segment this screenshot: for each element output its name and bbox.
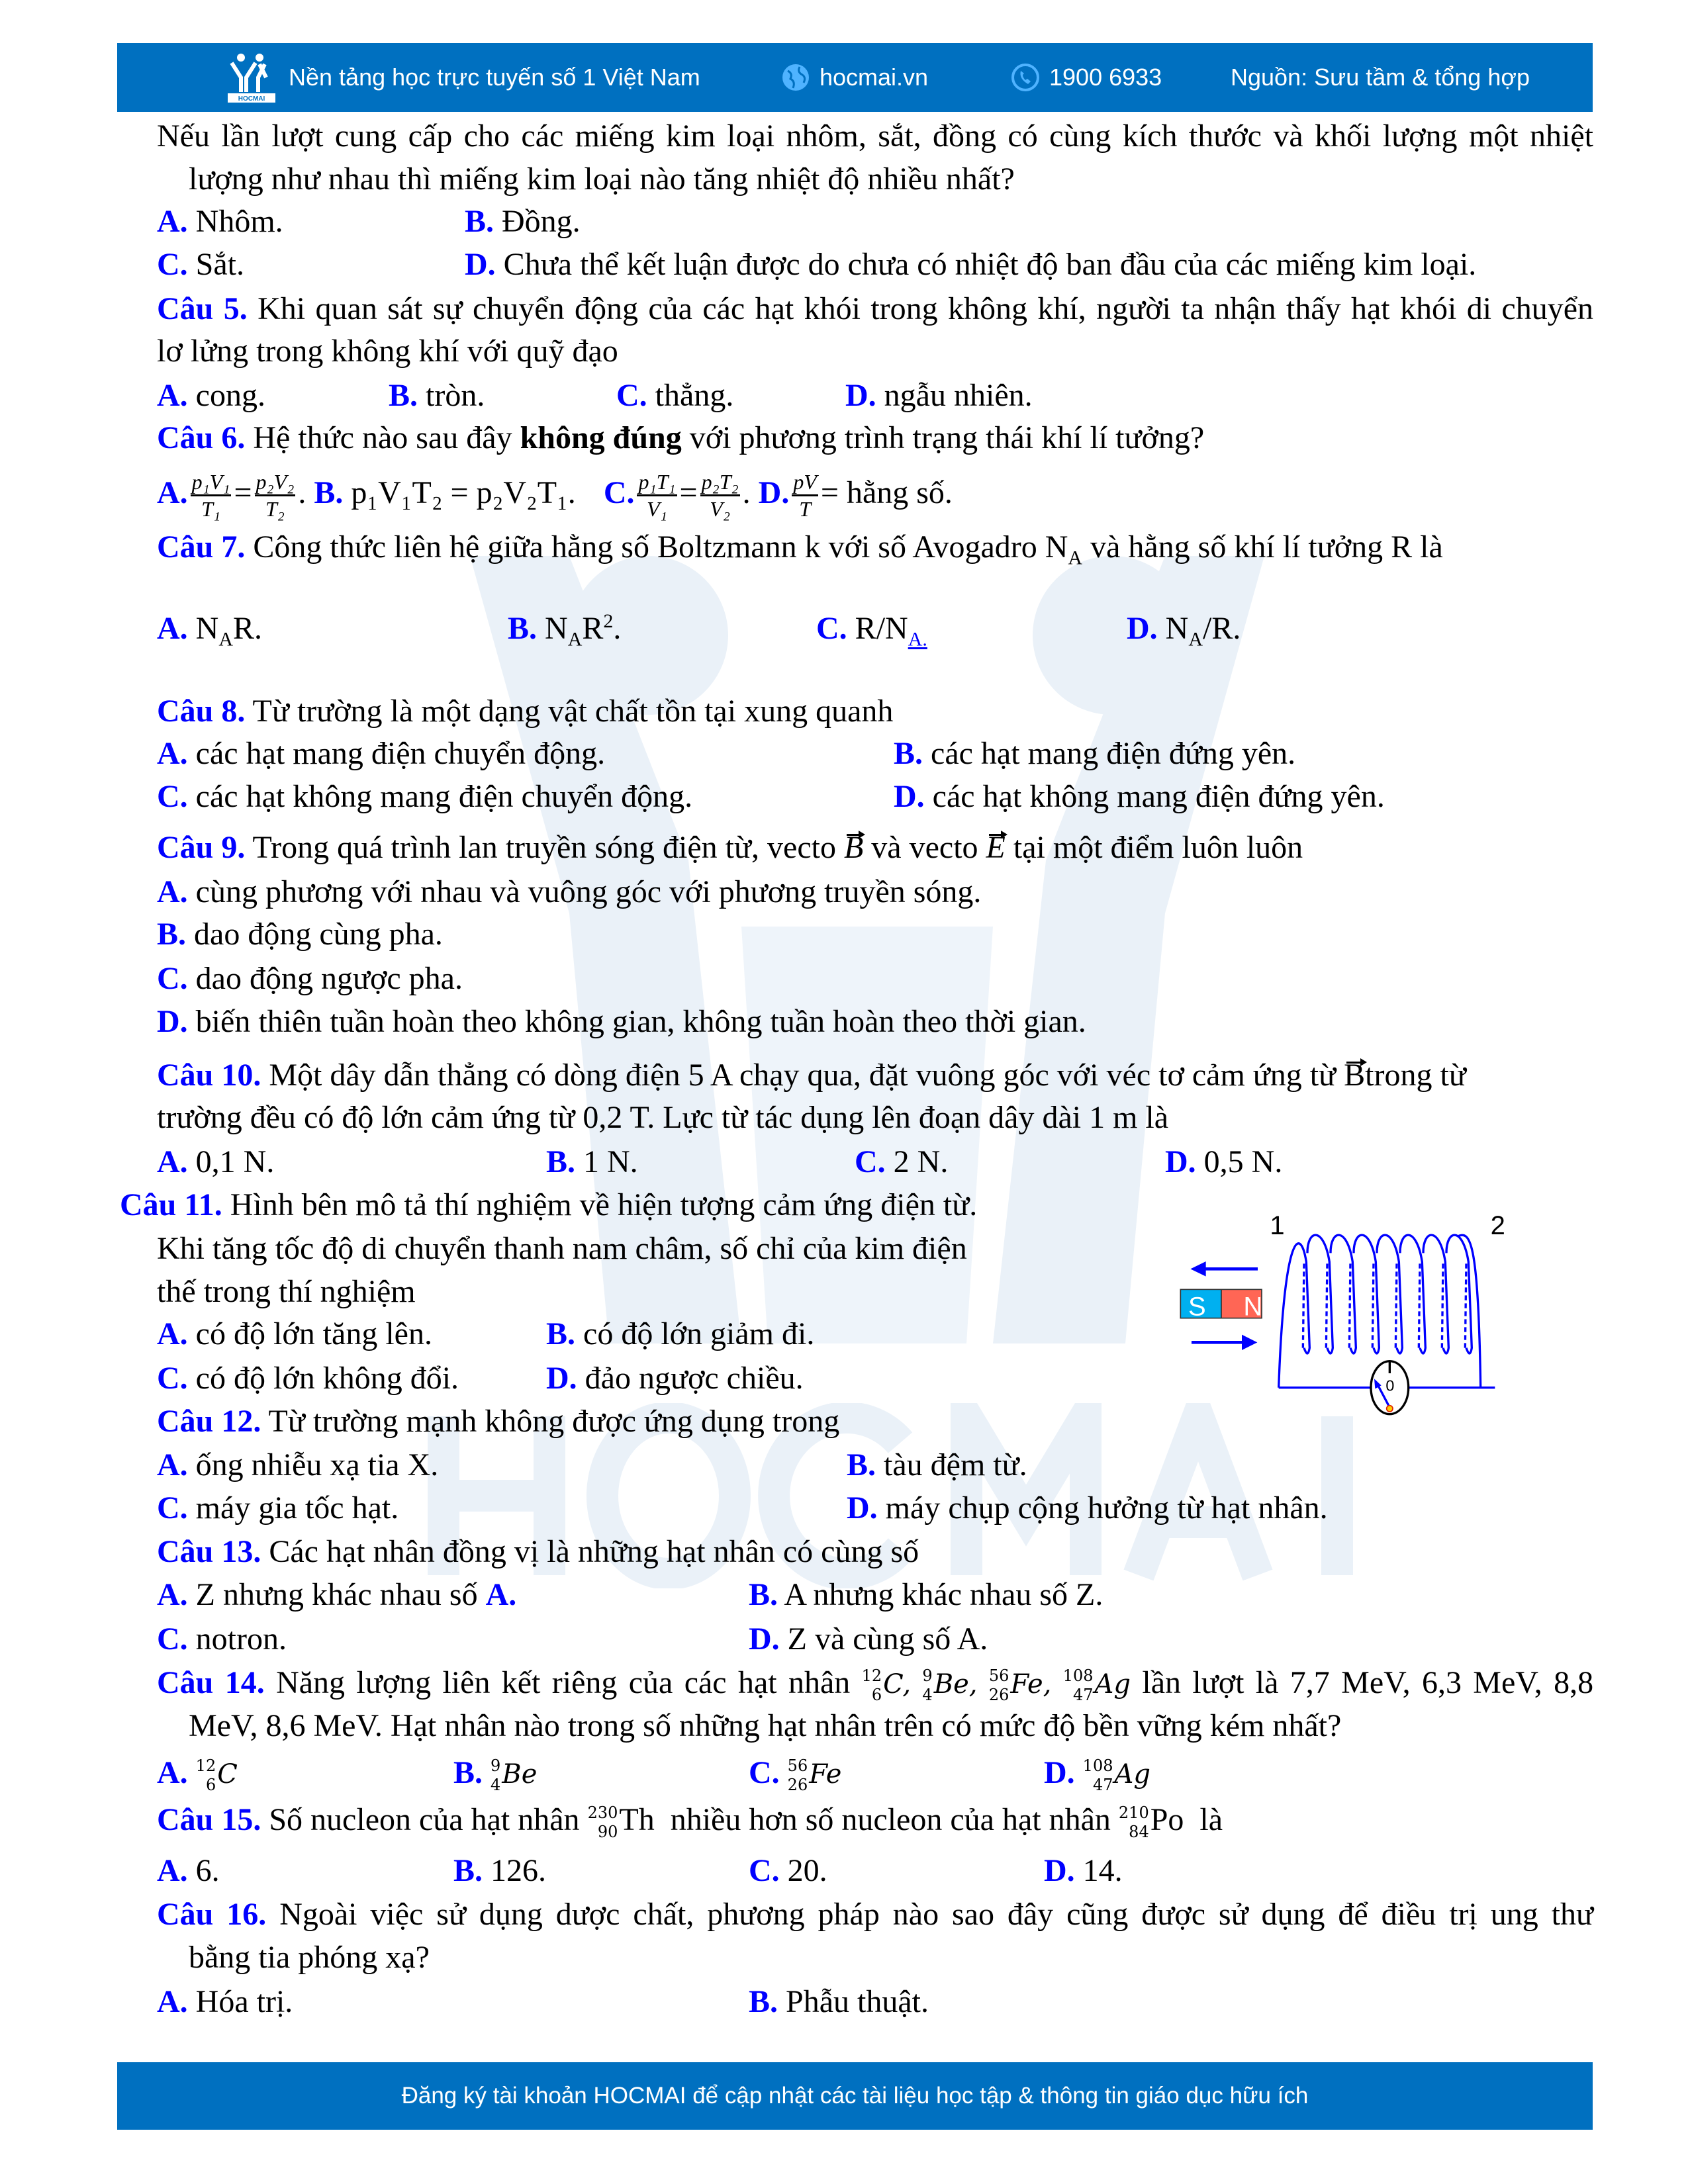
question-text: Khi quan sát sự chuyển động của các hạt khói trong không khí, người ta nhận thấy hạt khói di chuyển bbox=[258, 291, 1594, 326]
question-text: Công thức liên hệ giữa hằng số Boltzmann k với số Avogadro N bbox=[253, 529, 1068, 565]
globe-icon bbox=[781, 63, 810, 92]
question-text: Hệ thức nào sau đây bbox=[253, 420, 512, 455]
coil-turn bbox=[1400, 1235, 1425, 1353]
q7-option-a[interactable]: A. $N_AR$. bbox=[157, 611, 263, 651]
option-label: B. bbox=[389, 378, 418, 413]
header-brand[interactable] bbox=[226, 43, 700, 112]
option-text: thẳng. bbox=[655, 378, 734, 413]
coil-turn bbox=[1354, 1235, 1379, 1353]
question-text: với phương trình trạng thái khí lí tưởng? bbox=[689, 420, 1205, 455]
q9-option-d[interactable]: D. biến thiên tuần hoàn theo không gian, không tuần hoàn theo thời gian. bbox=[157, 1004, 1086, 1039]
question-number: Câu 12. bbox=[157, 1404, 261, 1439]
vector-b: B bbox=[1344, 1058, 1366, 1093]
q4-option-c[interactable] bbox=[157, 243, 244, 287]
induction-experiment-figure bbox=[1072, 1178, 1589, 1416]
fraction: $\frac{\text{p₂T₂}}{\text{V₂}}$ bbox=[701, 470, 739, 522]
question-text: Từ trường là một dạng vật chất tồn tại xung quanh bbox=[252, 694, 894, 729]
option-text: Nhôm. bbox=[195, 204, 283, 239]
q10-option-b[interactable]: B. 1 N. bbox=[546, 1144, 638, 1179]
q5-option-a[interactable] bbox=[157, 374, 265, 418]
q8-option-c[interactable]: C. các hạt không mang điện chuyển động. bbox=[157, 779, 693, 814]
q14-stem: Câu 14. Năng lượng liên kết riêng của các hạt nhân 12 6 C, 9 4 Be, 56 26 Fe, 108 47 Ag lần lượt là 7,7 MeV, 6,3 MeV, 8,8 bbox=[157, 1665, 1594, 1704]
q15-option-a[interactable]: A. 6. bbox=[157, 1853, 220, 1888]
header-source-text: Nguồn: Sưu tầm & tổng hợp bbox=[1231, 64, 1530, 91]
option-label: C. bbox=[616, 378, 647, 413]
option-label: C. bbox=[816, 611, 847, 646]
header-bar bbox=[117, 43, 1593, 112]
q8-option-d[interactable]: D. các hạt không mang điện đứng yên. bbox=[894, 779, 1385, 814]
hocmai-logo-icon bbox=[226, 51, 279, 104]
q11-option-a[interactable]: A. có độ lớn tăng lên. bbox=[157, 1316, 432, 1351]
q12-option-c[interactable]: C. máy gia tốc hạt. bbox=[157, 1490, 399, 1525]
q6-option-a[interactable]: A. $\frac{\text{p₁V₁}}{\text{T₁}}$ = $\frac{\text{p₂V₂}}{\text{T₂}}$ . bbox=[157, 470, 306, 522]
coil-turn-back bbox=[1419, 1262, 1420, 1348]
q15-option-b[interactable]: B. 126. bbox=[453, 1853, 547, 1888]
option-label: B. bbox=[465, 204, 494, 239]
question-text: và hằng số khí lí tưởng R là bbox=[1090, 529, 1443, 565]
q7-option-c[interactable]: C. $R/N_{A.}$ bbox=[816, 611, 927, 651]
coil-turn-back bbox=[1465, 1262, 1466, 1348]
question-number: Câu 15. bbox=[157, 1802, 261, 1837]
q4-line1: Nếu lần lượt cung cấp cho các miếng kim loại nhôm, sắt, đồng có cùng kích thước và khối lượng một nhiệt bbox=[157, 118, 1593, 154]
q16-option-a[interactable]: A. Hóa trị. bbox=[157, 1984, 293, 2019]
option-label: D. bbox=[845, 378, 876, 413]
coil-turn bbox=[1423, 1235, 1448, 1353]
q13-option-a[interactable]: A. Z nhưng khác nhau số A. bbox=[157, 1577, 517, 1612]
q16-option-b[interactable]: B. Phẫu thuật. bbox=[749, 1984, 929, 2019]
q14-option-c[interactable]: C. 56 26 Fe bbox=[749, 1755, 842, 1794]
magnet-north-label: N bbox=[1243, 1292, 1263, 1322]
q14-line2: MeV, 8,6 MeV. Hạt nhân nào trong số những hạt nhân trên có mức độ bền vững kém nhất? bbox=[189, 1708, 1342, 1743]
vector-e: E bbox=[986, 830, 1006, 865]
q6-option-b[interactable] bbox=[314, 475, 575, 510]
q9-option-c[interactable]: C. dao động ngược pha. bbox=[157, 961, 463, 996]
option-text: p₁V₁T₂ = p₂V₂T₁. bbox=[351, 475, 576, 510]
option-text: Đồng. bbox=[502, 204, 581, 239]
q12-option-d[interactable]: D. máy chụp cộng hưởng từ hạt nhân. bbox=[847, 1490, 1328, 1525]
coil-turn bbox=[1331, 1235, 1356, 1353]
footer-text: Đăng ký tài khoản HOCMAI để cập nhật các tài liệu học tập & thông tin giáo dục hữu ích bbox=[401, 2083, 1309, 2109]
q11-stem: Câu 11. Hình bên mô tả thí nghiệm về hiện tượng cảm ứng điện từ. bbox=[120, 1187, 978, 1222]
coil-end-1-label: 1 bbox=[1270, 1211, 1285, 1240]
galvanometer bbox=[1279, 1361, 1495, 1414]
question-number: Câu 6. bbox=[157, 420, 246, 455]
q4-line2: lượng như nhau thì miếng kim loại nào tăng nhiệt độ nhiều nhất? bbox=[189, 161, 1015, 197]
q11-line3: thế trong thí nghiệm bbox=[157, 1274, 416, 1309]
q5-option-d[interactable] bbox=[845, 374, 1033, 418]
coil-turn bbox=[1307, 1235, 1333, 1353]
header-phone[interactable] bbox=[1011, 43, 1162, 112]
q13-option-b[interactable]: B. A nhưng khác nhau số Z. bbox=[749, 1577, 1103, 1612]
question-number: Câu 14. bbox=[157, 1665, 265, 1700]
q11-option-b[interactable]: B. có độ lớn giảm đi. bbox=[546, 1316, 815, 1351]
q14-option-d[interactable]: D. 108 47 Ag bbox=[1044, 1755, 1150, 1794]
question-number: Câu 13. bbox=[157, 1534, 261, 1569]
arrow-left-icon bbox=[1190, 1261, 1258, 1277]
q8-option-b[interactable]: B. các hạt mang điện đứng yên. bbox=[894, 736, 1296, 771]
q10-option-d[interactable]: D. 0,5 N. bbox=[1165, 1144, 1283, 1179]
q4-option-d[interactable] bbox=[465, 243, 1476, 287]
q8-option-a[interactable]: A. các hạt mang điện chuyển động. bbox=[157, 736, 606, 771]
option-text: ngẫu nhiên. bbox=[884, 378, 1033, 413]
option-text: cong. bbox=[195, 378, 265, 413]
q9-option-b[interactable]: B. dao động cùng pha. bbox=[157, 917, 443, 952]
q5-option-b[interactable] bbox=[389, 374, 485, 418]
coil-turn-back bbox=[1372, 1262, 1374, 1348]
option-label: C. bbox=[157, 247, 188, 282]
option-label: A. bbox=[157, 611, 188, 646]
question-number: Câu 10. bbox=[157, 1058, 261, 1093]
q5-line1 bbox=[157, 287, 1593, 331]
option-label: A. bbox=[157, 204, 188, 239]
q9-stem: Câu 9. Trong quá trình lan truyền sóng điện từ, vecto B và vecto E tại một điểm luôn luôn bbox=[157, 830, 1303, 865]
fraction: $\frac{\text{p₁V₁}}{\text{T₁}}$ bbox=[191, 470, 230, 522]
q7-option-b[interactable]: B. $N_AR^2$. bbox=[508, 610, 622, 651]
header-website-link[interactable] bbox=[781, 43, 928, 112]
q16-line1: Câu 16. Ngoài việc sử dụng dược chất, phương pháp nào sao đây cũng được sử dụng để điều trị ung thư bbox=[157, 1897, 1594, 1932]
q7-stem bbox=[157, 525, 1443, 569]
q4-option-b[interactable] bbox=[465, 200, 581, 244]
fraction: $\frac{\text{p₁T₁}}{\text{V₁}}$ bbox=[638, 470, 676, 522]
coil-turn bbox=[1377, 1235, 1402, 1353]
option-label: D. bbox=[758, 475, 790, 510]
q5-line2: lơ lửng trong không khí với quỹ đạo bbox=[157, 334, 618, 369]
fraction: $\frac{\text{p₂V₂}}{\text{T₂}}$ bbox=[256, 470, 295, 522]
q11-option-d[interactable]: D. đảo ngược chiều. bbox=[546, 1361, 804, 1396]
magnet-south-label: S bbox=[1188, 1292, 1206, 1322]
question-number: Câu 16. bbox=[157, 1897, 267, 1932]
q10-option-a[interactable]: A. 0,1 N. bbox=[157, 1144, 275, 1179]
question-emphasis: không đúng bbox=[520, 420, 682, 455]
q15-option-d[interactable]: D. 14. bbox=[1044, 1853, 1123, 1888]
header-website: hocmai.vn bbox=[820, 64, 929, 91]
svg-text:HOCMAI: HOCMAI bbox=[238, 95, 265, 103]
option-label: C. bbox=[603, 475, 635, 510]
question-number: Câu 8. bbox=[157, 694, 246, 729]
coil-turn bbox=[1446, 1235, 1481, 1388]
question-number: Câu 5. bbox=[157, 291, 248, 326]
q12-stem: Câu 12. Từ trường mạnh không được ứng dụng trong bbox=[157, 1404, 840, 1439]
option-text: Chưa thể kết luận được do chưa có nhiệt độ ban đầu của các miếng kim loại. bbox=[503, 247, 1477, 282]
q11-option-c[interactable]: C. có độ lớn không đổi. bbox=[157, 1361, 459, 1396]
option-text: tròn. bbox=[426, 378, 485, 413]
nuclei-list: 12 6 C, 9 4 Be, 56 26 Fe, 108 47 Ag bbox=[861, 1666, 1131, 1704]
coil-turn-back bbox=[1395, 1262, 1397, 1348]
q10-stem: Câu 10. Một dây dẫn thẳng có dòng điện 5 A chạy qua, đặt vuông góc với véc tơ cảm ứng từ Btrong từ bbox=[157, 1058, 1466, 1093]
option-label: B. bbox=[508, 611, 538, 646]
q16-line2: bằng tia phóng xạ? bbox=[189, 1940, 430, 1975]
header-source bbox=[1231, 43, 1530, 112]
q6-option-d[interactable]: D. $\frac{pV}{T}$ = hằng số. bbox=[758, 470, 953, 522]
q15-option-c[interactable]: C. 20. bbox=[749, 1853, 827, 1888]
option-label: B. bbox=[314, 475, 344, 510]
q7-option-d[interactable]: D. $N_A/R$. bbox=[1127, 611, 1241, 651]
option-label: D. bbox=[465, 247, 496, 282]
q9-option-a[interactable]: A. cùng phương với nhau và vuông góc với phương truyền sóng. bbox=[157, 874, 982, 909]
coil-end-2-label: 2 bbox=[1490, 1211, 1505, 1240]
question-number: Câu 7. bbox=[157, 529, 246, 565]
meter-zero-label: 0 bbox=[1385, 1377, 1395, 1394]
subscript: A bbox=[1068, 547, 1083, 569]
q5-option-c[interactable] bbox=[616, 374, 733, 418]
header-phone-number: 1900 6933 bbox=[1049, 64, 1162, 91]
q12-option-b[interactable]: B. tàu đệm từ. bbox=[847, 1447, 1027, 1482]
q10-option-c[interactable]: C. 2 N. bbox=[855, 1144, 949, 1179]
option-text: Sắt. bbox=[195, 247, 245, 282]
q15-stem: Câu 15. Số nucleon của hạt nhân 230 90 Th nhiều hơn số nucleon của hạt nhân 210 84 Po là bbox=[157, 1802, 1223, 1841]
q8-stem bbox=[157, 690, 893, 733]
question-number: Câu 11. bbox=[120, 1187, 222, 1222]
q6-stem bbox=[157, 416, 1204, 460]
coil-turn-back bbox=[1303, 1262, 1304, 1348]
q14-option-b[interactable]: B. 9 4 Be bbox=[453, 1755, 538, 1794]
vector-b: B bbox=[843, 830, 864, 865]
coil-turn-back bbox=[1326, 1262, 1327, 1348]
coil-turn-back bbox=[1349, 1262, 1350, 1348]
q14-option-a[interactable]: A. 12 6 C bbox=[157, 1755, 238, 1794]
phone-icon bbox=[1011, 63, 1040, 92]
fraction: $\frac{pV}{T}$ bbox=[793, 470, 817, 522]
q6-option-c[interactable]: C. $\frac{\text{p₁T₁}}{\text{V₁}}$ = $\frac{\text{p₂T₂}}{\text{V₂}}$ . bbox=[603, 470, 751, 522]
option-label: A. bbox=[157, 378, 188, 413]
option-label: D. bbox=[1127, 611, 1158, 646]
q10-line2: trường đều có độ lớn cảm ứng từ 0,2 T. Lực từ tác dụng lên đoạn dây dài 1 m là bbox=[157, 1100, 1169, 1135]
header-tagline: Nền tảng học trực tuyến số 1 Việt Nam bbox=[289, 64, 700, 91]
q13-stem: Câu 13. Các hạt nhân đồng vị là những hạt nhân có cùng số bbox=[157, 1534, 919, 1569]
q4-option-a[interactable] bbox=[157, 200, 283, 244]
arrow-right-icon bbox=[1192, 1335, 1257, 1350]
q13-option-d[interactable]: D. Z và cùng số A. bbox=[749, 1621, 988, 1657]
q11-line2: Khi tăng tốc độ di chuyển thanh nam châm, số chỉ của kim điện bbox=[157, 1231, 967, 1266]
q13-option-c[interactable]: C. notron. bbox=[157, 1621, 287, 1657]
q6-options bbox=[157, 463, 953, 523]
option-label: A. bbox=[157, 475, 188, 510]
bar-magnet bbox=[1180, 1289, 1262, 1321]
question-number: Câu 9. bbox=[157, 830, 246, 865]
footer-banner[interactable] bbox=[117, 2062, 1593, 2130]
q12-option-a[interactable]: A. ống nhiễu xạ tia X. bbox=[157, 1447, 439, 1482]
coil-turn-back bbox=[1442, 1262, 1443, 1348]
